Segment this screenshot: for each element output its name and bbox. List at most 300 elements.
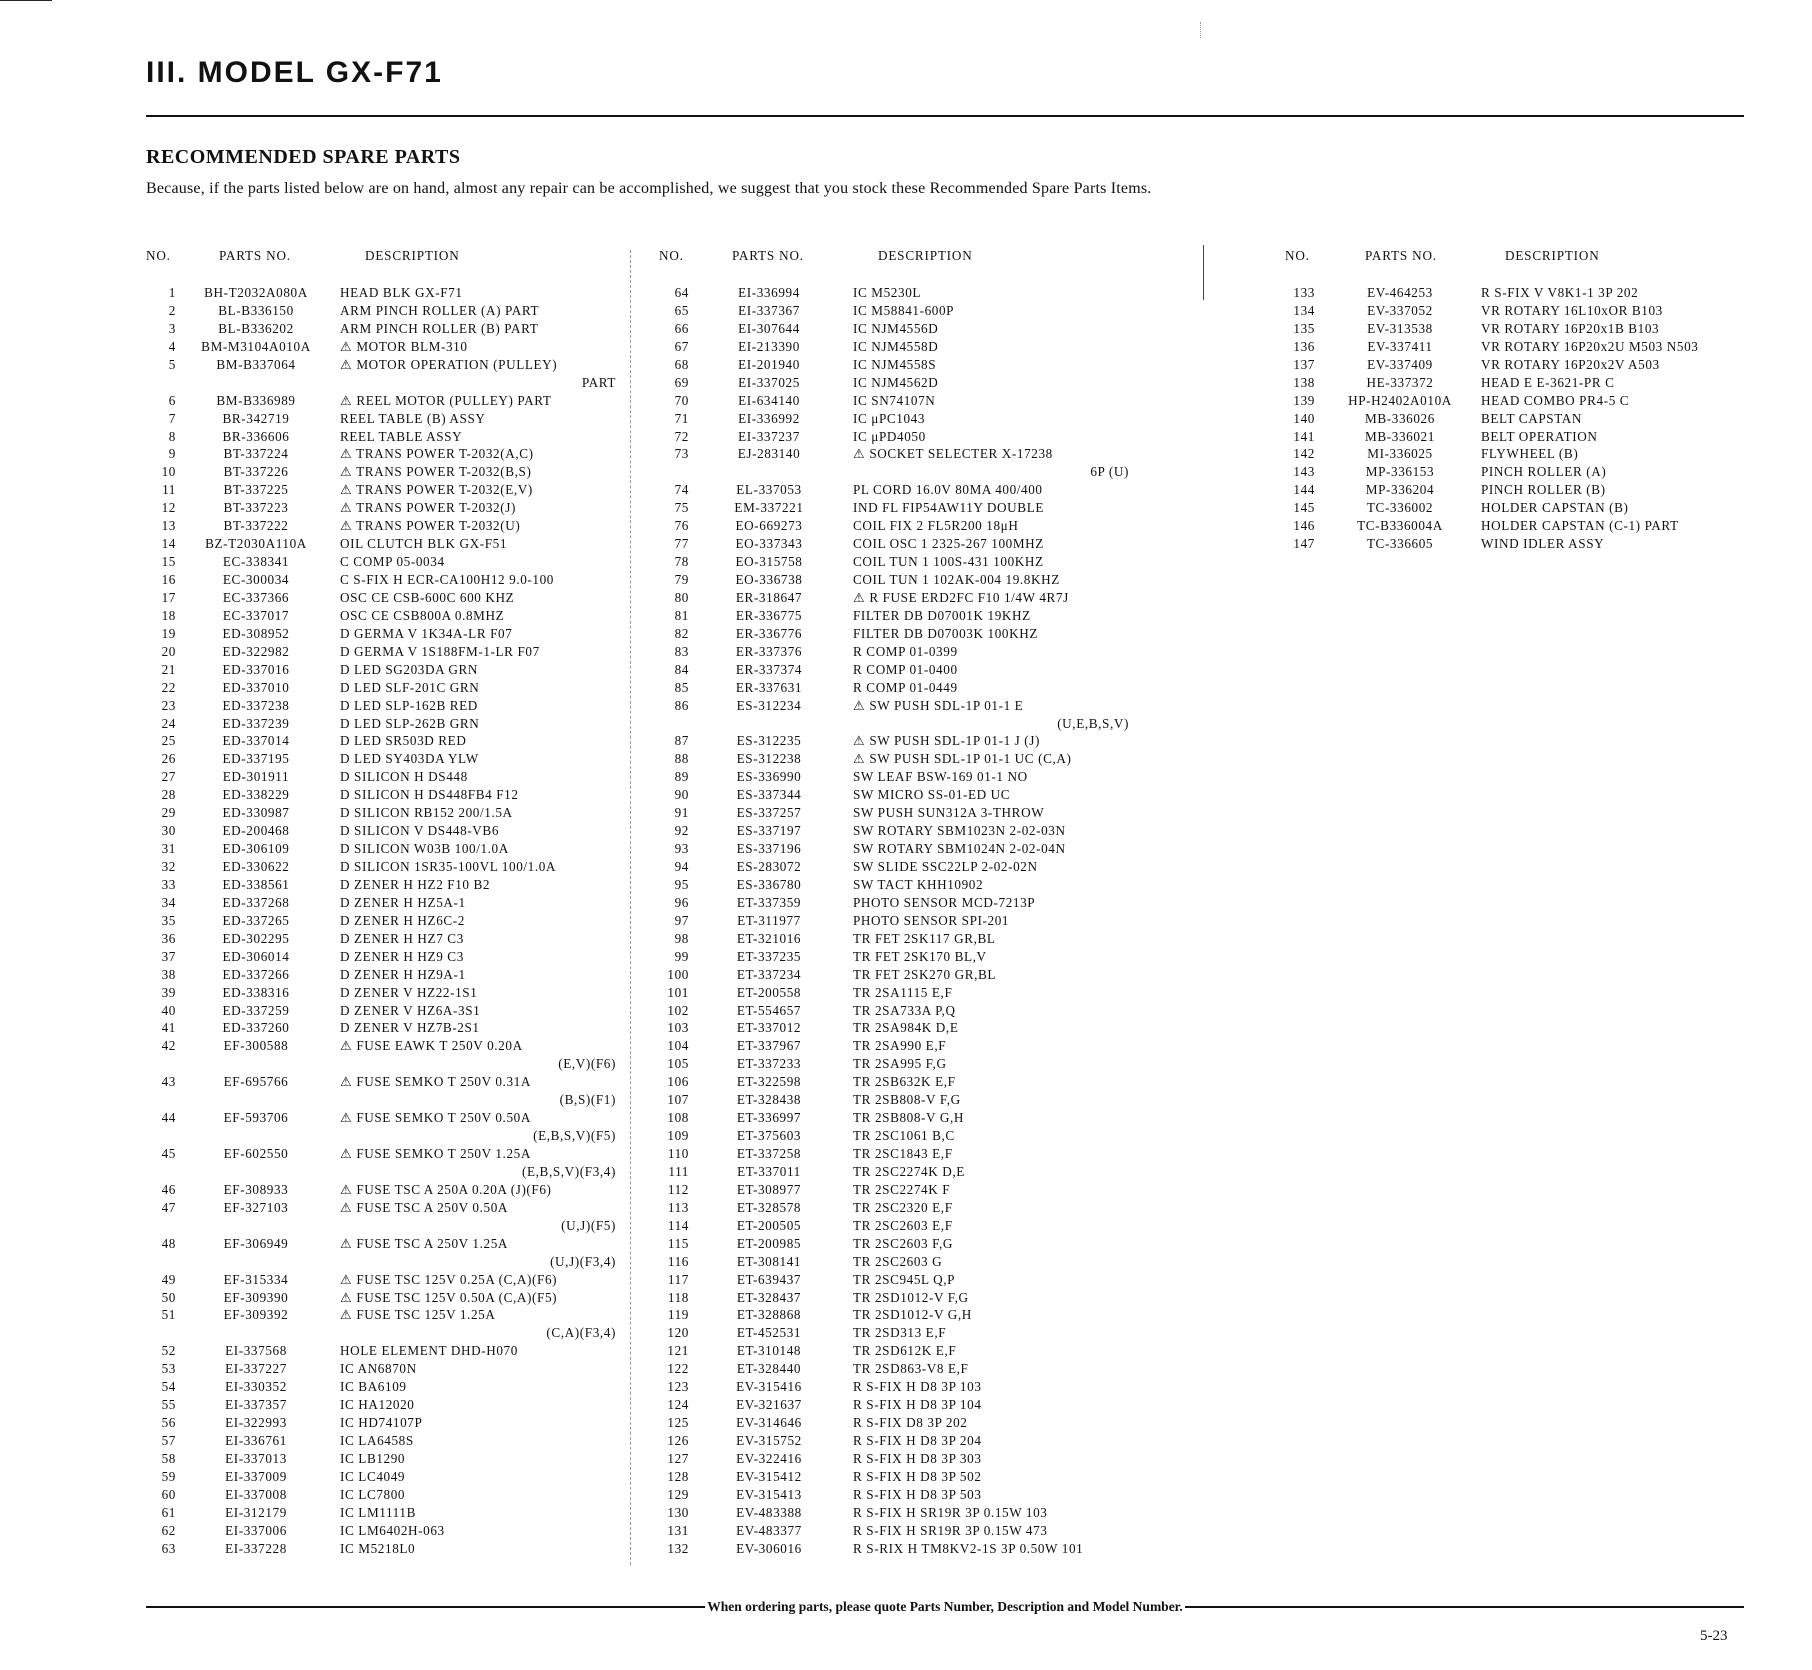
part-number: EF-306949 — [223, 1235, 289, 1251]
part-number: ET-337234 — [736, 966, 802, 982]
parts-row — [146, 697, 616, 715]
item-number: 122 — [667, 1361, 689, 1377]
item-number: 147 — [1293, 536, 1315, 552]
parts-row — [659, 894, 1129, 912]
part-description: TR 2SA984K D,E — [853, 1020, 959, 1036]
part-description: SW PUSH SUN312A 3-THROW — [853, 805, 1045, 821]
parts-row — [146, 715, 616, 733]
part-number: ET-308977 — [736, 1181, 802, 1197]
item-number: 68 — [674, 356, 689, 372]
part-number: ET-337359 — [736, 894, 802, 910]
part-description: IC NJM4558D — [853, 338, 939, 354]
parts-row — [659, 499, 1129, 517]
part-number: ET-554657 — [736, 1002, 802, 1018]
part-number: EI-634140 — [738, 392, 800, 408]
part-description: R COMP 01-0399 — [853, 643, 958, 659]
part-description: OSC CE CSB-600C 600 KHZ — [340, 589, 515, 605]
part-description: TR 2SB808-V F,G — [853, 1092, 961, 1108]
part-description: BELT OPERATION — [1481, 428, 1598, 444]
parts-row — [659, 428, 1129, 446]
parts-row — [146, 1181, 616, 1199]
parts-row — [659, 410, 1129, 428]
item-number: 79 — [674, 572, 689, 587]
part-description: TR 2SA990 E,F — [853, 1038, 947, 1054]
part-number: EI-336994 — [738, 285, 800, 300]
part-description: IC SN74107N — [853, 392, 936, 408]
part-description: TR 2SB808-V G,H — [853, 1110, 964, 1126]
parts-row — [1285, 356, 1755, 374]
item-number: 119 — [667, 1307, 689, 1323]
item-number: 39 — [161, 984, 176, 1000]
item-number: 14 — [161, 536, 176, 552]
parts-list — [659, 284, 1129, 1558]
part-description: TR 2SC1061 B,C — [853, 1128, 955, 1144]
item-number: 76 — [674, 518, 689, 534]
part-description: TR 2SD1012-V G,H — [853, 1307, 972, 1323]
part-description: COIL FIX 2 FL5R200 18μH — [853, 518, 1019, 534]
part-number: ES-336780 — [736, 876, 802, 892]
item-number: 112 — [667, 1181, 689, 1197]
column-header — [1285, 248, 1755, 266]
parts-row — [146, 320, 616, 338]
item-number: 50 — [161, 1289, 176, 1305]
parts-row — [659, 1253, 1129, 1271]
column-header — [146, 248, 616, 266]
item-number: 91 — [674, 805, 689, 821]
parts-row — [146, 804, 616, 822]
parts-row — [659, 876, 1129, 894]
parts-row — [146, 750, 616, 768]
part-number: ES-337196 — [736, 841, 802, 857]
part-description: SW ROTARY SBM1023N 2-02-03N — [853, 823, 1066, 839]
part-number: ET-337235 — [736, 948, 802, 964]
part-number: ET-200985 — [736, 1235, 802, 1251]
part-number: ET-200558 — [736, 984, 802, 1000]
description-continuation: (U,J)(F3,4) — [550, 1253, 616, 1269]
part-number: ET-328578 — [736, 1199, 802, 1215]
item-number: 46 — [161, 1181, 176, 1197]
item-number: 59 — [161, 1468, 176, 1484]
part-description: D LED SY403DA YLW — [340, 751, 479, 767]
part-number: ER-336775 — [735, 607, 803, 623]
part-number: EI-336761 — [225, 1433, 287, 1448]
parts-list — [146, 284, 616, 1558]
parts-row — [659, 374, 1129, 392]
part-description: IC HD74107P — [340, 1415, 423, 1431]
item-number: 5 — [168, 356, 176, 372]
part-number: EF-315334 — [223, 1271, 289, 1287]
part-description: ⚠ SOCKET SELECTER X-17238 — [853, 446, 1053, 462]
part-number: EC-337017 — [222, 607, 290, 623]
item-number: 33 — [161, 876, 176, 892]
corner-mark — [0, 0, 52, 1]
item-number: 57 — [161, 1433, 176, 1448]
parts-row — [659, 1468, 1129, 1486]
part-description: D SILICON RB152 200/1.5A — [340, 805, 513, 821]
parts-row — [146, 1235, 616, 1253]
item-number: 10 — [161, 464, 176, 480]
parts-row — [146, 1037, 616, 1055]
part-description: TR 2SD612K E,F — [853, 1343, 957, 1359]
part-description: HEAD E E-3621-PR C — [1481, 374, 1615, 390]
item-number: 11 — [162, 482, 176, 498]
part-description: R COMP 01-0449 — [853, 679, 958, 695]
part-number: BH-T2032A080A — [204, 285, 308, 300]
part-description: SW TACT KHH10902 — [853, 876, 984, 892]
parts-row — [146, 1002, 616, 1020]
parts-row — [659, 553, 1129, 571]
item-number: 19 — [161, 625, 176, 641]
part-description: ⚠ FUSE EAWK T 250V 0.20A — [340, 1038, 523, 1054]
part-number: BT-337223 — [223, 500, 289, 516]
parts-row — [659, 535, 1129, 553]
part-description: HOLE ELEMENT DHD-H070 — [340, 1343, 518, 1359]
part-number: EO-315758 — [735, 554, 803, 570]
part-description: ⚠ FUSE SEMKO T 250V 0.31A — [340, 1074, 531, 1090]
item-number: 62 — [161, 1522, 176, 1538]
part-description: D SILICON V DS448-VB6 — [340, 823, 500, 839]
part-number: ED-338561 — [222, 876, 290, 892]
description-continuation: (E,B,S,V)(F3,4) — [522, 1163, 616, 1179]
part-number: EV-337409 — [1367, 356, 1433, 372]
item-number: 89 — [674, 769, 689, 785]
item-number: 88 — [674, 751, 689, 767]
part-description: TR FET 2SK270 GR,BL — [853, 966, 997, 982]
part-number: EV-337052 — [1367, 302, 1433, 318]
parts-row — [659, 517, 1129, 535]
item-number: 139 — [1293, 392, 1315, 408]
item-number: 134 — [1293, 302, 1315, 318]
parts-row — [146, 1540, 616, 1558]
part-number: HE-337372 — [1366, 374, 1434, 390]
item-number: 23 — [161, 697, 176, 713]
part-description: R S-FIX H D8 3P 103 — [853, 1379, 982, 1395]
item-number: 136 — [1293, 338, 1315, 354]
parts-column-2 — [659, 248, 1129, 1558]
part-number: EI-337013 — [225, 1450, 287, 1466]
part-description: VR ROTARY 16P20x2U M503 N503 — [1481, 338, 1699, 354]
part-number: EV-483388 — [736, 1504, 802, 1520]
item-number: 102 — [667, 1002, 689, 1018]
parts-row — [146, 1342, 616, 1360]
part-number: EV-313538 — [1367, 320, 1433, 336]
item-number: 99 — [674, 948, 689, 964]
parts-row — [146, 661, 616, 679]
part-description: IC μPD4050 — [853, 428, 926, 444]
parts-row — [659, 1073, 1129, 1091]
part-description: D GERMA V 1K34A-LR F07 — [340, 625, 513, 641]
parts-row — [659, 589, 1129, 607]
part-description: R S-FIX V V8K1-1 3P 202 — [1481, 285, 1639, 300]
part-number: EI-337367 — [738, 302, 800, 318]
part-description: PHOTO SENSOR SPI-201 — [853, 912, 1010, 928]
ordering-note — [146, 1596, 1744, 1618]
part-description: ⚠ FUSE TSC 125V 1.25A — [340, 1307, 496, 1323]
part-description: SW SLIDE SSC22LP 2-02-02N — [853, 859, 1038, 874]
parts-row — [1285, 374, 1755, 392]
part-number: MI-336025 — [1367, 446, 1433, 462]
parts-row — [146, 840, 616, 858]
parts-row — [659, 1540, 1129, 1558]
part-number: EI-213390 — [738, 338, 800, 354]
parts-row — [659, 445, 1129, 463]
part-description: TR FET 2SK117 GR,BL — [853, 930, 996, 946]
part-number: EI-337006 — [225, 1522, 287, 1538]
part-number: MP-336153 — [1365, 464, 1435, 480]
item-number: 69 — [674, 374, 689, 390]
part-description: TR 2SC945L Q,P — [853, 1271, 956, 1287]
part-description: OIL CLUTCH BLK GX-F51 — [340, 536, 508, 552]
item-number: 44 — [161, 1110, 176, 1126]
item-number: 106 — [667, 1074, 689, 1090]
part-description: D SILICON H DS448FB4 F12 — [340, 787, 519, 803]
header-parts-no: PARTS NO. — [219, 248, 291, 263]
parts-row — [146, 768, 616, 786]
part-number: EI-336992 — [738, 410, 800, 426]
item-number: 45 — [161, 1146, 176, 1161]
page-title: III. MODEL GX-F71 — [146, 56, 443, 89]
parts-row — [146, 625, 616, 643]
item-number: 53 — [161, 1361, 176, 1377]
part-description: IC LA6458S — [340, 1433, 414, 1448]
item-number: 144 — [1293, 482, 1315, 498]
part-description: D ZENER H HZ5A-1 — [340, 894, 466, 910]
parts-row — [659, 1002, 1129, 1020]
parts-row — [146, 1468, 616, 1486]
item-number: 64 — [674, 285, 689, 300]
item-number: 78 — [674, 554, 689, 570]
part-description: ⚠ TRANS POWER T-2032(U) — [340, 518, 521, 534]
part-description: ⚠ TRANS POWER T-2032(J) — [340, 500, 516, 516]
item-number: 83 — [674, 643, 689, 659]
part-description: ⚠ SW PUSH SDL-1P 01-1 E — [853, 697, 1024, 713]
parts-row — [146, 1432, 616, 1450]
item-number: 40 — [161, 1002, 176, 1018]
part-number: EI-330352 — [225, 1379, 287, 1395]
item-number: 126 — [667, 1433, 689, 1448]
part-description: D SILICON 1SR35-100VL 100/1.0A — [340, 859, 557, 874]
parts-row — [659, 356, 1129, 374]
item-number: 115 — [667, 1235, 689, 1251]
parts-row — [659, 1019, 1129, 1037]
parts-row — [659, 786, 1129, 804]
item-number: 143 — [1293, 464, 1315, 480]
item-number: 2 — [168, 302, 176, 318]
item-number: 97 — [674, 912, 689, 928]
parts-row — [659, 1450, 1129, 1468]
item-number: 3 — [168, 320, 176, 336]
part-number: EF-593706 — [223, 1110, 289, 1126]
parts-row — [146, 589, 616, 607]
parts-row — [659, 732, 1129, 750]
item-number: 37 — [161, 948, 176, 964]
parts-row — [659, 1091, 1129, 1109]
part-number: ED-337266 — [222, 966, 290, 982]
item-number: 125 — [667, 1415, 689, 1431]
part-number: ED-337014 — [222, 733, 290, 749]
header-parts-no: PARTS NO. — [732, 248, 804, 263]
parts-row — [659, 1163, 1129, 1181]
part-description: IND FL FIP54AW11Y DOUBLE — [853, 500, 1044, 516]
parts-column-1 — [146, 248, 616, 1558]
part-description: D SILICON H DS448 — [340, 769, 468, 785]
parts-row — [659, 984, 1129, 1002]
part-number: EO-336738 — [735, 572, 803, 587]
part-description: HOLDER CAPSTAN (B) — [1481, 500, 1629, 516]
parts-row — [659, 1235, 1129, 1253]
item-number: 54 — [161, 1379, 176, 1395]
description-continuation: (U,E,B,S,V) — [1057, 715, 1129, 731]
part-description: PL CORD 16.0V 80MA 400/400 — [853, 482, 1043, 498]
part-description: ⚠ FUSE TSC A 250A 0.20A (J)(F6) — [340, 1181, 552, 1197]
item-number: 120 — [667, 1325, 689, 1341]
part-description: IC NJM4562D — [853, 374, 939, 390]
part-number: ED-337238 — [222, 697, 290, 713]
part-description: WIND IDLER ASSY — [1481, 536, 1605, 552]
item-number: 25 — [161, 733, 176, 749]
item-number: 114 — [667, 1217, 689, 1233]
parts-row — [146, 643, 616, 661]
parts-row — [1285, 517, 1755, 535]
part-description: IC LC7800 — [340, 1486, 406, 1502]
parts-row — [1285, 338, 1755, 356]
parts-row — [659, 1127, 1129, 1145]
part-number: ES-312238 — [736, 751, 802, 767]
item-number: 77 — [674, 536, 689, 552]
part-number: ET-328438 — [736, 1092, 802, 1108]
item-number: 32 — [161, 859, 176, 874]
part-number: EV-315416 — [736, 1379, 802, 1395]
item-number: 65 — [674, 302, 689, 318]
item-number: 132 — [667, 1540, 689, 1556]
part-description: C COMP 05-0034 — [340, 554, 445, 570]
part-number: BM-B336989 — [216, 392, 296, 408]
item-number: 75 — [674, 500, 689, 516]
part-description: COIL TUN 1 100S-431 100KHZ — [853, 554, 1044, 570]
part-number: ET-308141 — [736, 1253, 802, 1269]
part-description: TR FET 2SK170 BL,V — [853, 948, 987, 964]
part-number: ET-200505 — [736, 1217, 802, 1233]
part-number: EO-337343 — [735, 536, 803, 552]
part-number: EF-309390 — [223, 1289, 289, 1305]
item-number: 80 — [674, 589, 689, 605]
parts-row — [146, 571, 616, 589]
part-description: IC NJM4556D — [853, 320, 939, 336]
item-number: 22 — [161, 679, 176, 695]
item-number: 90 — [674, 787, 689, 803]
part-number: ES-312235 — [736, 733, 802, 749]
part-description: D SILICON W03B 100/1.0A — [340, 841, 509, 857]
item-number: 70 — [674, 392, 689, 408]
part-number: ER-337374 — [735, 661, 803, 677]
item-number: 51 — [161, 1307, 176, 1323]
part-number: BR-336606 — [222, 428, 290, 444]
part-number: MB-336026 — [1365, 410, 1435, 426]
part-description: IC LM1111B — [340, 1504, 416, 1520]
part-number: ET-337012 — [736, 1020, 802, 1036]
item-number: 58 — [161, 1450, 176, 1466]
column-separator — [1203, 245, 1204, 300]
footer-rule-left — [146, 1606, 705, 1608]
parts-row — [659, 1522, 1129, 1540]
part-number: ES-336990 — [736, 769, 802, 785]
parts-row — [146, 1396, 616, 1414]
parts-row — [146, 356, 616, 374]
parts-row — [659, 392, 1129, 410]
part-description: TR 2SC2274K D,E — [853, 1163, 965, 1179]
part-number: TC-336605 — [1366, 536, 1434, 552]
parts-row — [146, 1486, 616, 1504]
part-description: TR 2SC1843 E,F — [853, 1146, 953, 1161]
part-number: ED-337010 — [222, 679, 290, 695]
part-description: SW LEAF BSW-169 01-1 NO — [853, 769, 1028, 785]
item-number: 93 — [674, 841, 689, 857]
item-number: 105 — [667, 1056, 689, 1072]
parts-row — [146, 1145, 616, 1163]
parts-row — [659, 1360, 1129, 1378]
part-number: EV-321637 — [736, 1397, 802, 1413]
part-description: IC LC4049 — [340, 1468, 406, 1484]
part-number: EI-337009 — [225, 1468, 287, 1484]
part-number: ED-338229 — [222, 787, 290, 803]
part-description: IC M5230L — [853, 285, 922, 300]
part-number: EF-308933 — [223, 1181, 289, 1197]
parts-row — [146, 302, 616, 320]
item-number: 98 — [674, 930, 689, 946]
parts-row — [659, 1306, 1129, 1324]
header-description: DESCRIPTION — [878, 248, 973, 263]
part-number: EI-312179 — [225, 1504, 287, 1520]
part-number: ED-330987 — [222, 805, 290, 821]
item-number: 63 — [161, 1540, 176, 1556]
part-number: EV-314646 — [736, 1415, 802, 1431]
item-number: 13 — [161, 518, 176, 534]
header-no: NO. — [659, 248, 684, 263]
part-number: ET-321016 — [736, 930, 802, 946]
item-number: 133 — [1293, 285, 1315, 300]
part-number: EF-602550 — [223, 1146, 289, 1161]
parts-row — [659, 1432, 1129, 1450]
item-number: 137 — [1293, 356, 1315, 372]
part-description: D ZENER H HZ6C-2 — [340, 912, 465, 928]
section-title: RECOMMENDED SPARE PARTS — [146, 146, 461, 168]
part-number: TC-336002 — [1366, 500, 1434, 516]
parts-row — [659, 1055, 1129, 1073]
item-number: 127 — [667, 1450, 689, 1466]
part-description: R S-FIX H D8 3P 303 — [853, 1450, 982, 1466]
part-description: R S-FIX H D8 3P 204 — [853, 1433, 982, 1448]
parts-row — [659, 643, 1129, 661]
parts-row — [146, 428, 616, 446]
parts-row — [1285, 481, 1755, 499]
header-parts-no: PARTS NO. — [1365, 248, 1437, 263]
parts-row — [659, 697, 1129, 715]
item-number: 86 — [674, 697, 689, 713]
part-number: BT-337224 — [223, 446, 289, 462]
item-number: 4 — [168, 338, 176, 354]
part-description: BELT CAPSTAN — [1481, 410, 1583, 426]
part-number: EI-337227 — [225, 1361, 287, 1377]
item-number: 72 — [674, 428, 689, 444]
part-description: IC M5218L0 — [340, 1540, 416, 1556]
part-number: BL-B336150 — [218, 302, 294, 318]
item-number: 74 — [674, 482, 689, 498]
parts-row — [146, 284, 616, 302]
parts-row — [146, 679, 616, 697]
part-description: D ZENER H HZ9A-1 — [340, 966, 466, 982]
item-number: 73 — [674, 446, 689, 462]
item-number: 95 — [674, 876, 689, 892]
